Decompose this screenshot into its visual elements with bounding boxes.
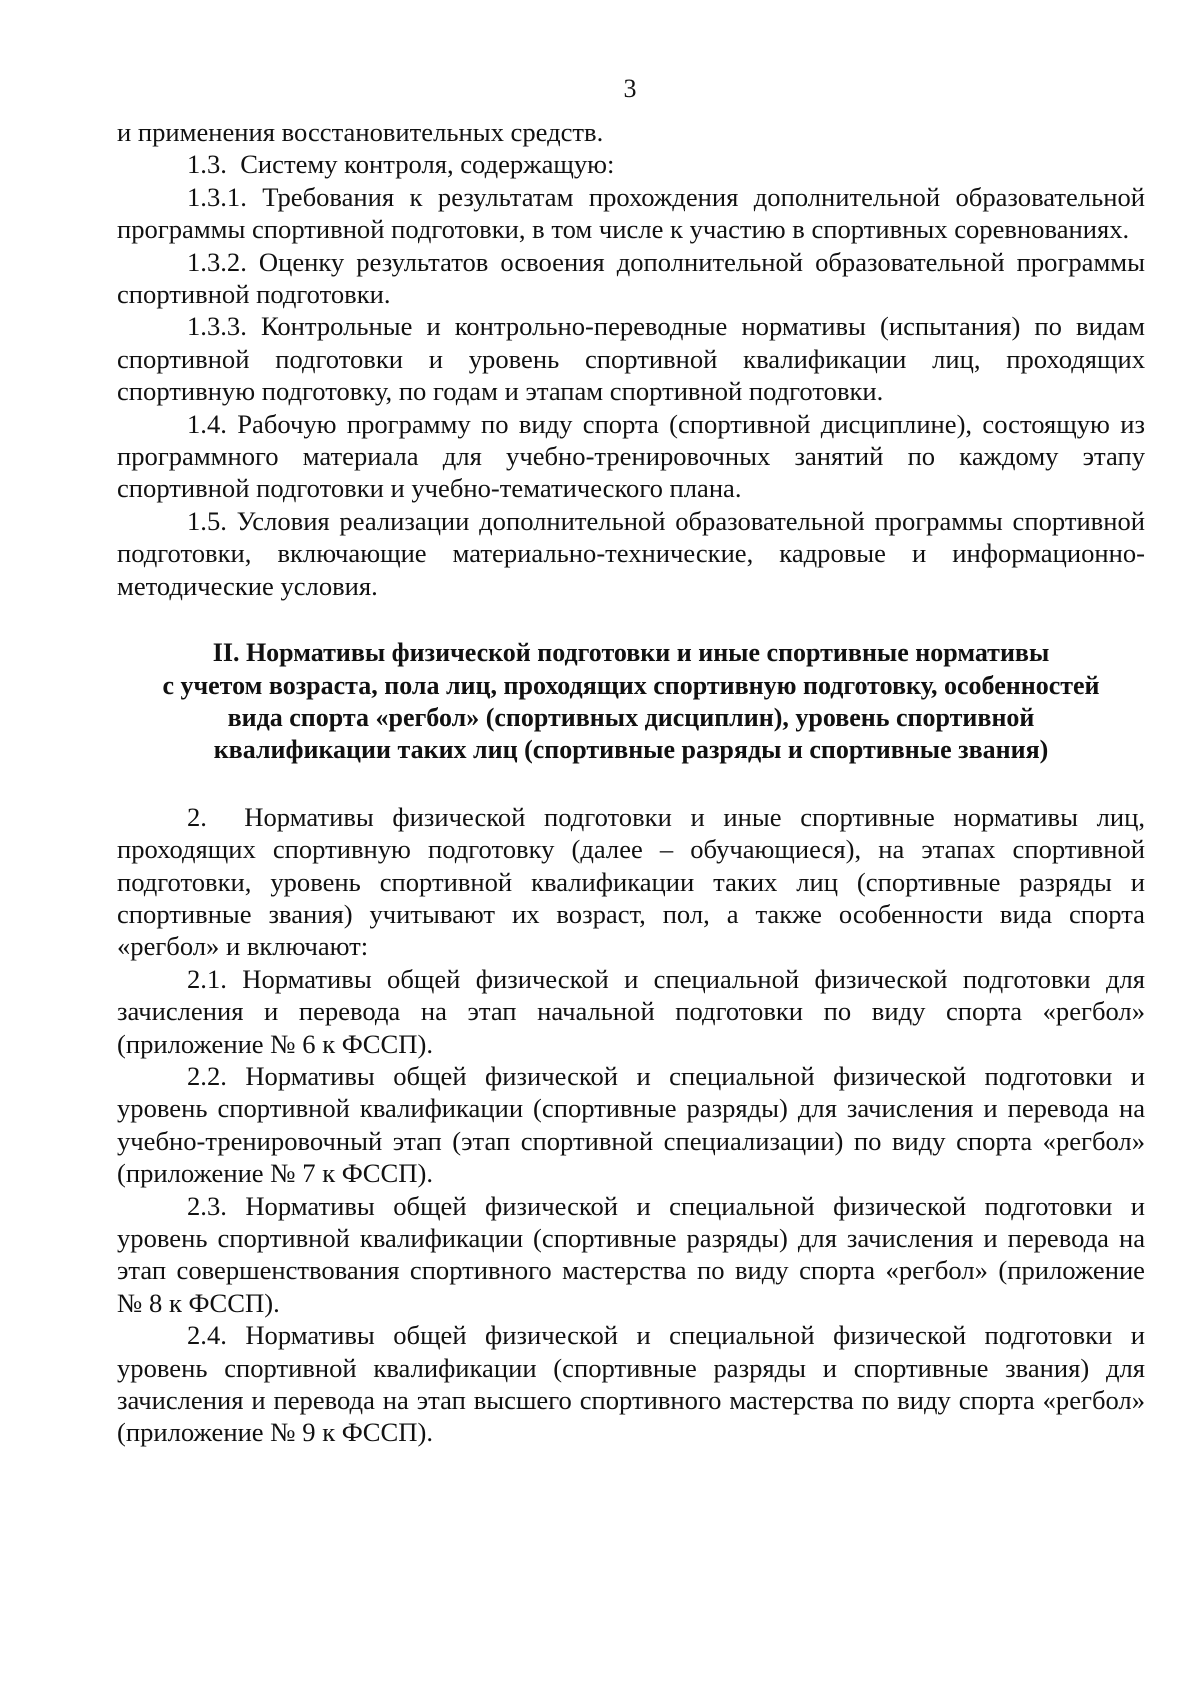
paragraph-1-3-2: 1.3.2. Оценку результатов освоения дополнительной образовательной программы спортивной подготовки.: [117, 246, 1145, 310]
paragraph-2-2: 2.2. Нормативы общей физической и специальной физической подготовки и уровень спортивной квалификации (спортивные разряды) для зачисления и перевода на учебно-тренировочный этап (этап спортивной специализации) по виду спорта «регбол» (приложение № 7 к ФССП).: [117, 1060, 1145, 1189]
page-number: 3: [623, 74, 637, 103]
paragraph-1-3-3: 1.3.3. Контрольные и контрольно-переводные нормативы (испытания) по видам спортивной подготовки и уровень спортивной квалификации лиц, проходящих спортивную подготовку, по годам и этапам спортивной подготовки.: [117, 311, 1145, 407]
paragraph-2: 2. Нормативы физической подготовки и иные спортивные нормативы лиц, проходящих спортивную подготовку (далее – обучающиеся), на этапах спортивной подготовки, уровень спортивной квалификации таких лиц (спортивные разряды и спортивные звания) учитывают их возраст, пол, а также особенности вида спорта «регбол» и включают:: [117, 801, 1145, 962]
section-heading-line: квалификации таких лиц (спортивные разряды и спортивные звания): [213, 735, 1049, 765]
paragraph-continuation: и применения восстановительных средств.: [117, 117, 604, 147]
paragraph-1-5: 1.5. Условия реализации дополнительной образовательной программы спортивной подготовки, включающие материально-технические, кадровые и информационно-методические условия.: [117, 505, 1145, 601]
section-heading: [117, 637, 1145, 767]
paragraph-1-3-1: 1.3.1. Требования к результатам прохождения дополнительной образовательной программы спортивной подготовки, в том числе к участию в спортивных соревнованиях.: [117, 181, 1145, 245]
paragraph-1-3: 1.3. Систему контроля, содержащую:: [187, 149, 615, 180]
section-2: [117, 801, 1145, 1449]
section-heading-line: вида спорта «регбол» (спортивных дисциплин), уровень спортивной: [227, 702, 1035, 732]
paragraph-2-1: 2.1. Нормативы общей физической и специальной физической подготовки для зачисления и перевода на этап начальной подготовки по виду спорта «регбол» (приложение № 6 к ФССП).: [117, 963, 1145, 1059]
paragraph-2-3: 2.3. Нормативы общей физической и специальной физической подготовки и уровень спортивной квалификации (спортивные разряды) для зачисления и перевода на этап совершенствования спортивного мастерства по виду спорта «регбол» (приложение № 8 к ФССП).: [117, 1190, 1145, 1318]
paragraph-2-4: 2.4. Нормативы общей физической и специальной физической подготовки и уровень спортивной квалификации (спортивные разряды и спортивные звания) для зачисления и перевода на этап высшего спортивного мастерства по виду спорта «регбол» (приложение № 9 к ФССП).: [117, 1320, 1145, 1448]
document-body: [117, 116, 1145, 1449]
intro-section: [117, 116, 1145, 602]
section-heading-line: II. Нормативы физической подготовки и иные спортивные нормативы: [212, 638, 1050, 668]
section-heading-line: с учетом возраста, пола лиц, проходящих спортивную подготовку, особенностей: [162, 670, 1100, 700]
paragraph-1-4: 1.4. Рабочую программу по виду спорта (спортивной дисциплине), состоящую из программного материала для учебно-тренировочных занятий по каждому этапу спортивной подготовки и учебно-тематического плана.: [117, 408, 1145, 504]
